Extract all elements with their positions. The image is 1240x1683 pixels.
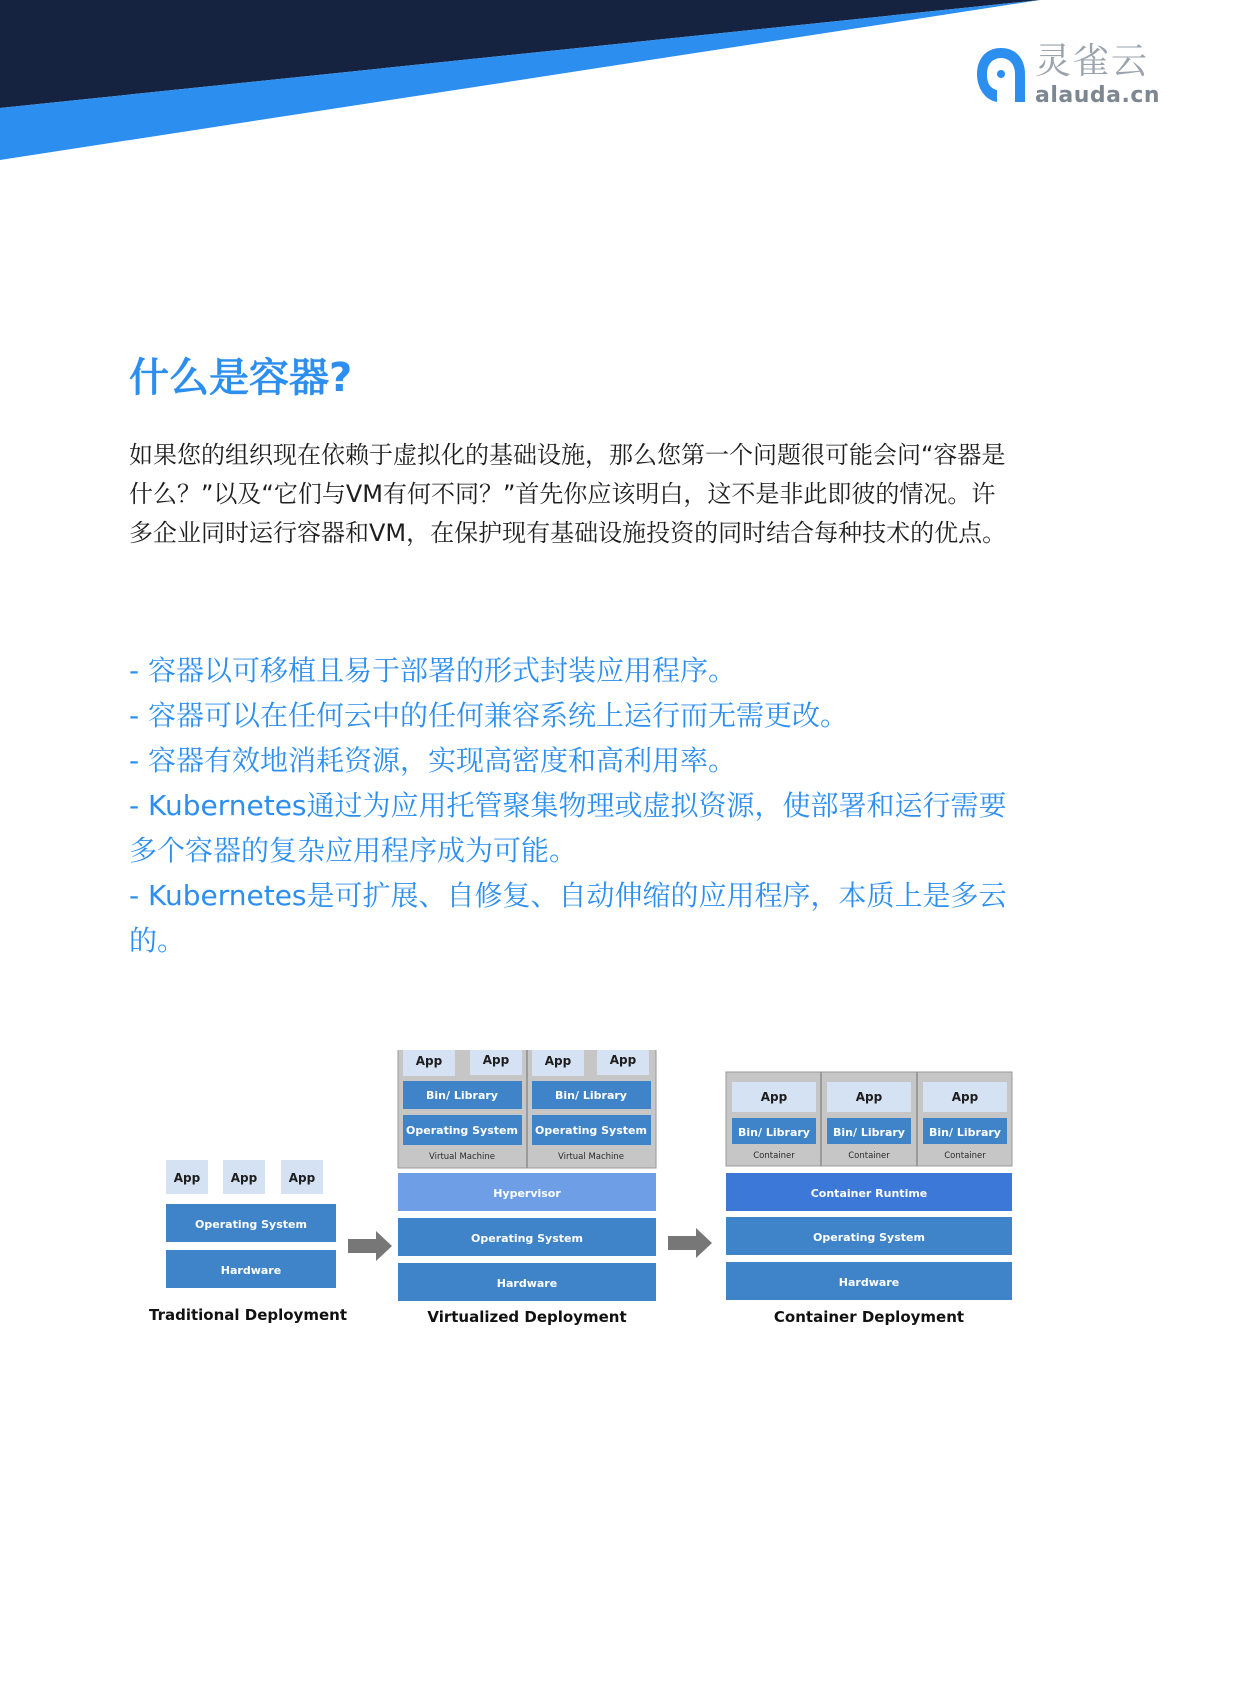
container-label: Container bbox=[944, 1151, 986, 1161]
hardware-label: Hardware bbox=[496, 1277, 558, 1290]
guest-os-label: Operating System bbox=[406, 1124, 518, 1137]
list-item: - 容器有效地消耗资源，实现高密度和高利用率。 bbox=[129, 744, 737, 777]
bin-library-label: Bin/ Library bbox=[833, 1126, 905, 1139]
bin-library-label: Bin/ Library bbox=[555, 1089, 627, 1102]
container-deployment bbox=[726, 1072, 1012, 1326]
deployment-diagram bbox=[140, 1050, 1040, 1370]
list-item: - 容器可以在任何云中的任何兼容系统上运行而无需更改。 bbox=[129, 699, 849, 732]
app-label: App bbox=[544, 1054, 572, 1068]
os-label: Operating System bbox=[195, 1218, 307, 1231]
app-label: App bbox=[609, 1053, 637, 1067]
container-caption: Container Deployment bbox=[773, 1308, 965, 1326]
traditional-deployment bbox=[149, 1160, 347, 1324]
bin-library-label: Bin/ Library bbox=[426, 1089, 498, 1102]
brand-domain: alauda.cn bbox=[1035, 83, 1161, 108]
feature-list bbox=[129, 648, 1019, 963]
traditional-caption: Traditional Deployment bbox=[148, 1306, 348, 1324]
brand-name-cn: 灵雀云 bbox=[1035, 41, 1150, 82]
hypervisor-label: Hypervisor bbox=[493, 1187, 561, 1200]
app-label: App bbox=[415, 1054, 443, 1068]
app-label: App bbox=[173, 1171, 201, 1185]
alauda-bird-icon bbox=[973, 44, 1029, 106]
vm-label: Virtual Machine bbox=[557, 1152, 625, 1162]
hardware-label: Hardware bbox=[838, 1276, 900, 1289]
list-item: - Kubernetes是可扩展、自修复、自动伸缩的应用程序，本质上是多云的。 bbox=[129, 879, 1007, 957]
os-label: Operating System bbox=[813, 1231, 925, 1244]
bin-library-label: Bin/ Library bbox=[738, 1126, 810, 1139]
app-label: App bbox=[760, 1090, 788, 1104]
app-label: App bbox=[288, 1171, 316, 1185]
brand-logo[interactable] bbox=[973, 40, 1173, 110]
bin-library-label: Bin/ Library bbox=[929, 1126, 1001, 1139]
app-label: App bbox=[951, 1090, 979, 1104]
virtualized-deployment bbox=[398, 1050, 656, 1326]
arrow-right-icon bbox=[668, 1228, 712, 1258]
page-title: 什么是容器? bbox=[129, 355, 353, 401]
virtualized-caption: Virtualized Deployment bbox=[427, 1308, 627, 1326]
list-item: - Kubernetes通过为应用托管聚集物理或虚拟资源，使部署和运行需要多个容器的复杂应用程序成为可能。 bbox=[129, 789, 1007, 867]
hardware-label: Hardware bbox=[220, 1264, 282, 1277]
vm-label: Virtual Machine bbox=[428, 1152, 496, 1162]
app-label: App bbox=[855, 1090, 883, 1104]
container-label: Container bbox=[753, 1151, 795, 1161]
app-label: App bbox=[230, 1171, 258, 1185]
os-label: Operating System bbox=[471, 1232, 583, 1245]
guest-os-label: Operating System bbox=[535, 1124, 647, 1137]
container-runtime-label: Container Runtime bbox=[810, 1187, 928, 1200]
container-label: Container bbox=[848, 1151, 890, 1161]
list-item: - 容器以可移植且易于部署的形式封装应用程序。 bbox=[129, 654, 737, 687]
arrow-right-icon bbox=[348, 1231, 392, 1261]
app-label: App bbox=[482, 1053, 510, 1067]
intro-paragraph: 如果您的组织现在依赖于虚拟化的基础设施，那么您第一个问题很可能会问“容器是什么？”以及“它们与VM有何不同？”首先你应该明白，这不是非此即彼的情况。许多企业同时运行容器和VM，在保护现有基础设施投资的同时结合每种技术的优点。 bbox=[129, 441, 1007, 547]
